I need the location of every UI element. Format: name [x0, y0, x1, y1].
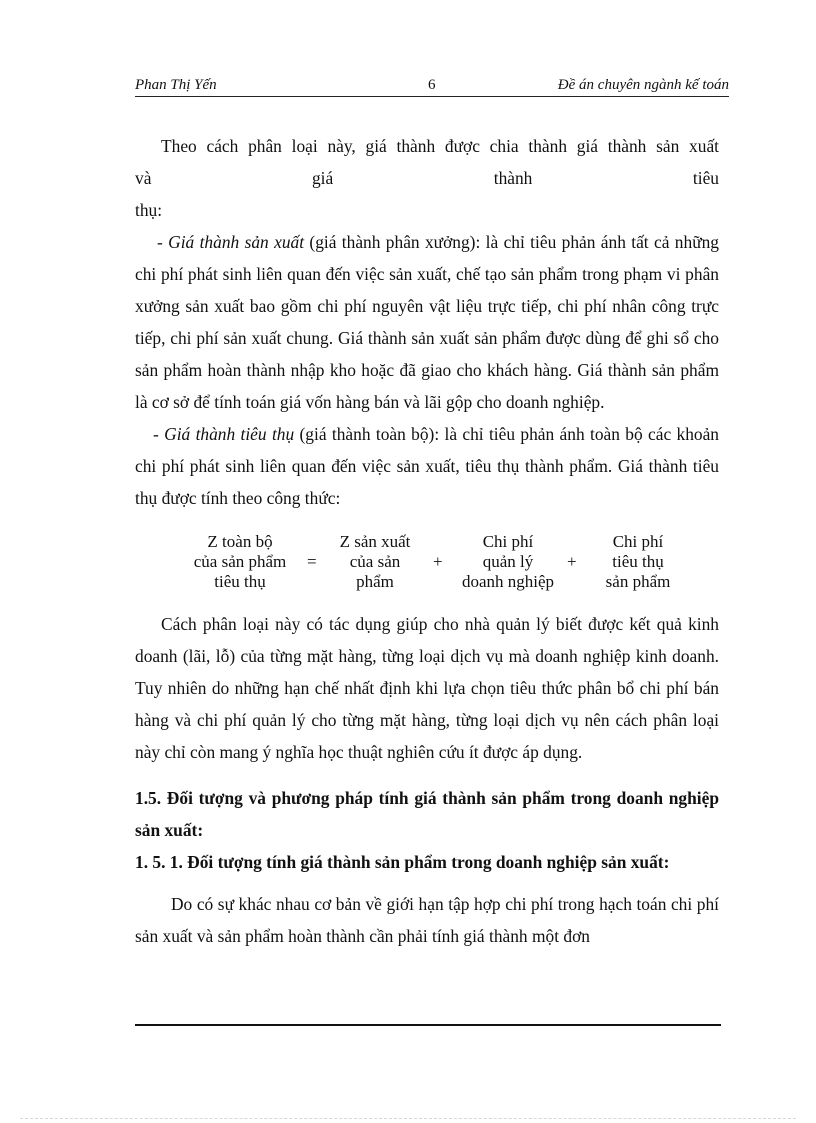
- term-production-cost: Giá thành sản xuất: [168, 232, 305, 252]
- formula-term-total-line3: tiêu thụ: [214, 572, 266, 591]
- term-consumption-cost: Giá thành tiêu thụ: [164, 424, 295, 444]
- formula-plus-2: +: [567, 552, 577, 571]
- formula-term-selling-line3: sản phẩm: [605, 572, 671, 591]
- formula-term-production: [325, 532, 425, 592]
- section-heading-1-5: 1.5. Đối tượng và phương pháp tính giá thành sản phẩm trong doanh nghiệp sản xuất:: [135, 788, 719, 840]
- formula-term-selling-line1: Chi phí: [612, 532, 664, 551]
- formula-term-admin: [453, 532, 563, 592]
- consumption-cost-text: (giá thành toàn bộ): là chỉ tiêu phản ánh toàn bộ các khoản chi phí phát sinh liên quan đến việc sản xuất, tiêu thụ thành phẩm. Giá thành tiêu thụ được tính theo công thức:: [135, 424, 719, 508]
- paragraph-intro-line1: Theo cách phân loại này, giá thành được chia thành giá thành sản xuất: [161, 136, 719, 156]
- paragraph-classification-effect: Cách phân loại này có tác dụng giúp cho nhà quản lý biết được kết quả kinh doanh (lãi, lỗ) của từng mặt hàng, từng loại dịch vụ mà doanh nghiệp kinh doanh. Tuy nhiên do những hạn chế nhất định khi lựa chọn tiêu thức phân bổ chi phí bán hàng và chi phí quản lý cho từng mặt hàng, từng loại dịch vụ nên cách phân loại này chỉ còn mang ý nghĩa học thuật nghiên cứu ít được áp dụng.: [135, 614, 719, 762]
- formula-term-admin-line3: doanh nghiệp: [461, 572, 555, 591]
- formula-term-admin-line2: quản lý: [482, 552, 534, 571]
- formula-equals: =: [307, 552, 317, 571]
- header-doc-title: Đề án chuyên ngành kế toán: [557, 77, 729, 93]
- formula-term-selling: [593, 532, 683, 592]
- formula-term-total-line2: của sản phẩm: [193, 552, 287, 571]
- paragraph-production-cost: - Giá thành sản xuất (giá thành phân xưởng): là chỉ tiêu phản ánh tất cả những chi phí phát sinh liên quan đến việc sản xuất, chế tạo sản phẩm trong phạm vi phân xưởng sản xuất bao gồm chi phí nguyên vật liệu trực tiếp, chi phí nhân công trực tiếp, chi phí sản xuất chung. Giá thành sản xuất sản phẩm được dùng để ghi sổ cho sản phẩm hoàn thành nhập kho hoặc đã giao cho khách hàng. Giá thành sản phẩm là cơ sở để tính toán giá vốn hàng bán và lãi gộp cho doanh nghiệp.: [135, 232, 720, 412]
- formula-term-production-line1: Z sản xuất: [339, 532, 411, 551]
- cost-formula: [135, 532, 719, 594]
- formula-term-total-line1: Z toàn bộ: [207, 532, 273, 551]
- footer-rule: [135, 1024, 721, 1026]
- document-body: [135, 130, 719, 952]
- paragraph-intro-line2: và giá thành tiêu thụ:: [135, 168, 719, 220]
- page-bottom-edge: [20, 1118, 796, 1119]
- formula-plus-1: +: [433, 552, 443, 571]
- header-page-number: 6: [428, 77, 436, 93]
- formula-term-total: [180, 532, 300, 592]
- header-author: Phan Thị Yến: [135, 77, 217, 93]
- production-cost-text: (giá thành phân xưởng): là chỉ tiêu phản ánh tất cả những chi phí phát sinh liên quan đến việc sản xuất, chế tạo sản phẩm trong phạm vi phân xưởng sản xuất bao gồm chi phí nguyên vật liệu trực tiếp, chi phí nhân công trực tiếp, chi phí sản xuất chung. Giá thành sản xuất sản phẩm được dùng để ghi sổ cho sản phẩm hoàn thành nhập kho hoặc đã giao cho khách hàng. Giá thành sản phẩm là cơ sở để tính toán giá vốn hàng bán và lãi gộp cho doanh nghiệp.: [135, 232, 720, 412]
- paragraph-cost-object: Do có sự khác nhau cơ bản về giới hạn tập hợp chi phí trong hạch toán chi phí sản xuất và sản phẩm hoàn thành cần phải tính giá thành một đơn: [135, 894, 719, 946]
- formula-term-admin-line1: Chi phí: [482, 532, 534, 551]
- formula-term-selling-line2: tiêu thụ: [612, 552, 664, 571]
- formula-term-production-line2: của sản: [349, 552, 401, 571]
- paragraph-consumption-cost: - Giá thành tiêu thụ (giá thành toàn bộ): là chỉ tiêu phản ánh toàn bộ các khoản chi phí phát sinh liên quan đến việc sản xuất, tiêu thụ thành phẩm. Giá thành tiêu thụ được tính theo công thức:: [135, 424, 719, 508]
- section-heading-1-5-1: 1. 5. 1. Đối tượng tính giá thành sản phẩm trong doanh nghiệp sản xuất:: [135, 852, 670, 872]
- formula-term-production-line3: phẩm: [356, 572, 394, 591]
- page-header: [135, 76, 729, 97]
